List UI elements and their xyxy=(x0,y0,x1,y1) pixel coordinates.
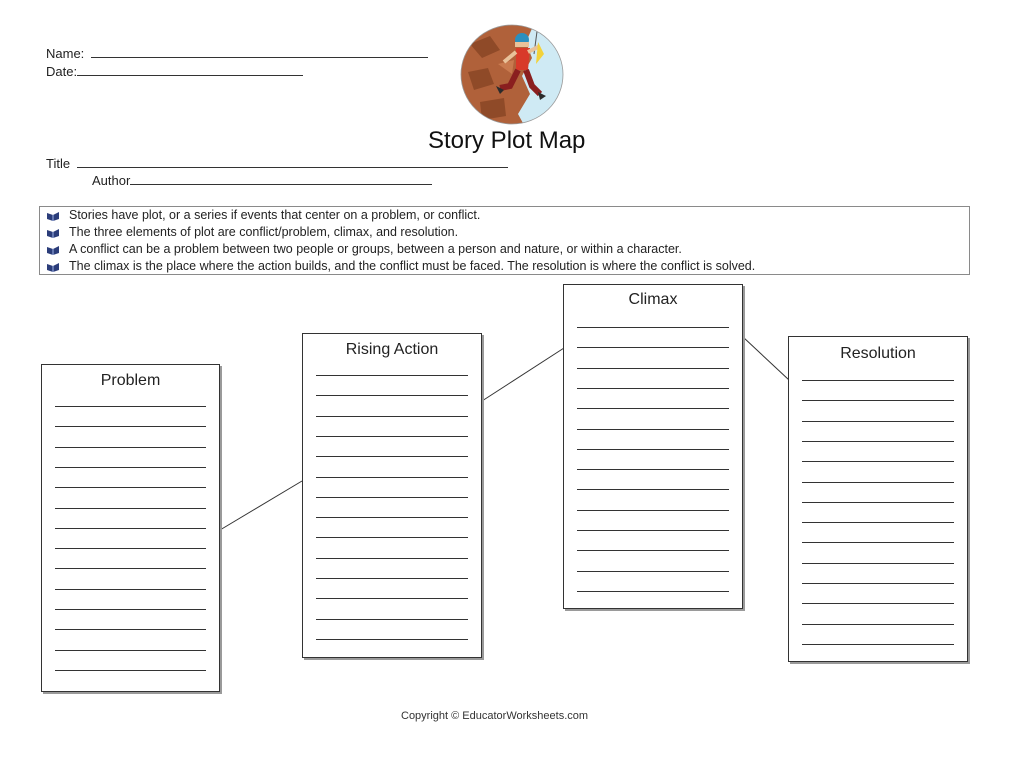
writing-line xyxy=(55,406,206,407)
writing-line xyxy=(55,447,206,448)
connector-climax-resolution xyxy=(743,337,789,380)
info-bullet-text: Stories have plot, or a series if events that center on a problem, or conflict. xyxy=(69,208,481,222)
resolution-heading: Resolution xyxy=(840,345,916,362)
writing-line xyxy=(577,510,729,511)
writing-line xyxy=(577,571,729,572)
writing-line xyxy=(316,598,468,599)
problem-box[interactable] xyxy=(41,364,220,692)
writing-line xyxy=(316,477,468,478)
writing-line xyxy=(55,467,206,468)
writing-line xyxy=(55,426,206,427)
writing-line xyxy=(577,449,729,450)
writing-line xyxy=(55,629,206,630)
writing-line xyxy=(577,550,729,551)
name-label: Name: xyxy=(46,46,85,61)
writing-line xyxy=(802,502,954,503)
writing-line xyxy=(316,639,468,640)
writing-line xyxy=(577,347,729,348)
writing-line xyxy=(55,508,206,509)
writing-line xyxy=(55,548,206,549)
copyright-footer: Copyright © EducatorWorksheets.com xyxy=(401,710,589,722)
writing-line xyxy=(802,441,954,442)
writing-line xyxy=(802,421,954,422)
writing-line xyxy=(316,436,468,437)
writing-line xyxy=(316,537,468,538)
writing-line xyxy=(802,400,954,401)
writing-line xyxy=(316,558,468,559)
writing-line xyxy=(802,603,954,604)
writing-line xyxy=(577,469,729,470)
writing-line xyxy=(802,522,954,523)
author-label: Author xyxy=(92,173,131,188)
writing-line xyxy=(577,530,729,531)
connector-rising-climax xyxy=(482,348,564,401)
writing-line xyxy=(802,542,954,543)
writing-line xyxy=(577,429,729,430)
writing-line xyxy=(577,388,729,389)
climax-heading: Climax xyxy=(628,291,678,308)
writing-line xyxy=(55,528,206,529)
writing-line xyxy=(802,380,954,381)
writing-line xyxy=(316,517,468,518)
writing-line xyxy=(55,589,206,590)
writing-line xyxy=(802,482,954,483)
writing-line xyxy=(802,644,954,645)
page-title: Story Plot Map xyxy=(428,127,586,154)
rising-action-heading: Rising Action xyxy=(345,341,439,358)
info-bullet-text: The climax is the place where the action builds, and the conflict must be faced. The resolution is where the conflict is solved. xyxy=(69,259,756,273)
info-bullet-text: The three elements of plot are conflict/problem, climax, and resolution. xyxy=(69,225,459,239)
writing-line xyxy=(316,456,468,457)
problem-heading: Problem xyxy=(100,372,161,389)
writing-line xyxy=(802,563,954,564)
writing-line xyxy=(316,619,468,620)
resolution-box[interactable] xyxy=(788,336,968,662)
writing-line xyxy=(316,375,468,376)
writing-line xyxy=(316,416,468,417)
writing-line xyxy=(316,578,468,579)
writing-line xyxy=(802,624,954,625)
writing-line xyxy=(577,327,729,328)
writing-line xyxy=(802,583,954,584)
writing-line xyxy=(55,568,206,569)
writing-line xyxy=(802,461,954,462)
climax-box[interactable] xyxy=(563,284,743,609)
writing-line xyxy=(55,609,206,610)
writing-line xyxy=(577,591,729,592)
writing-line xyxy=(316,497,468,498)
writing-line xyxy=(55,650,206,651)
rising-action-box[interactable] xyxy=(302,333,482,658)
info-bullet-text: A conflict can be a problem between two people or groups, between a person and nature, or within a character. xyxy=(69,242,682,256)
connector-problem-rising xyxy=(220,481,302,530)
writing-line xyxy=(55,670,206,671)
writing-line xyxy=(577,368,729,369)
title-label: Title xyxy=(46,156,71,171)
writing-line xyxy=(316,395,468,396)
writing-line xyxy=(577,489,729,490)
date-label: Date: xyxy=(46,64,78,79)
writing-line xyxy=(577,408,729,409)
writing-line xyxy=(55,487,206,488)
